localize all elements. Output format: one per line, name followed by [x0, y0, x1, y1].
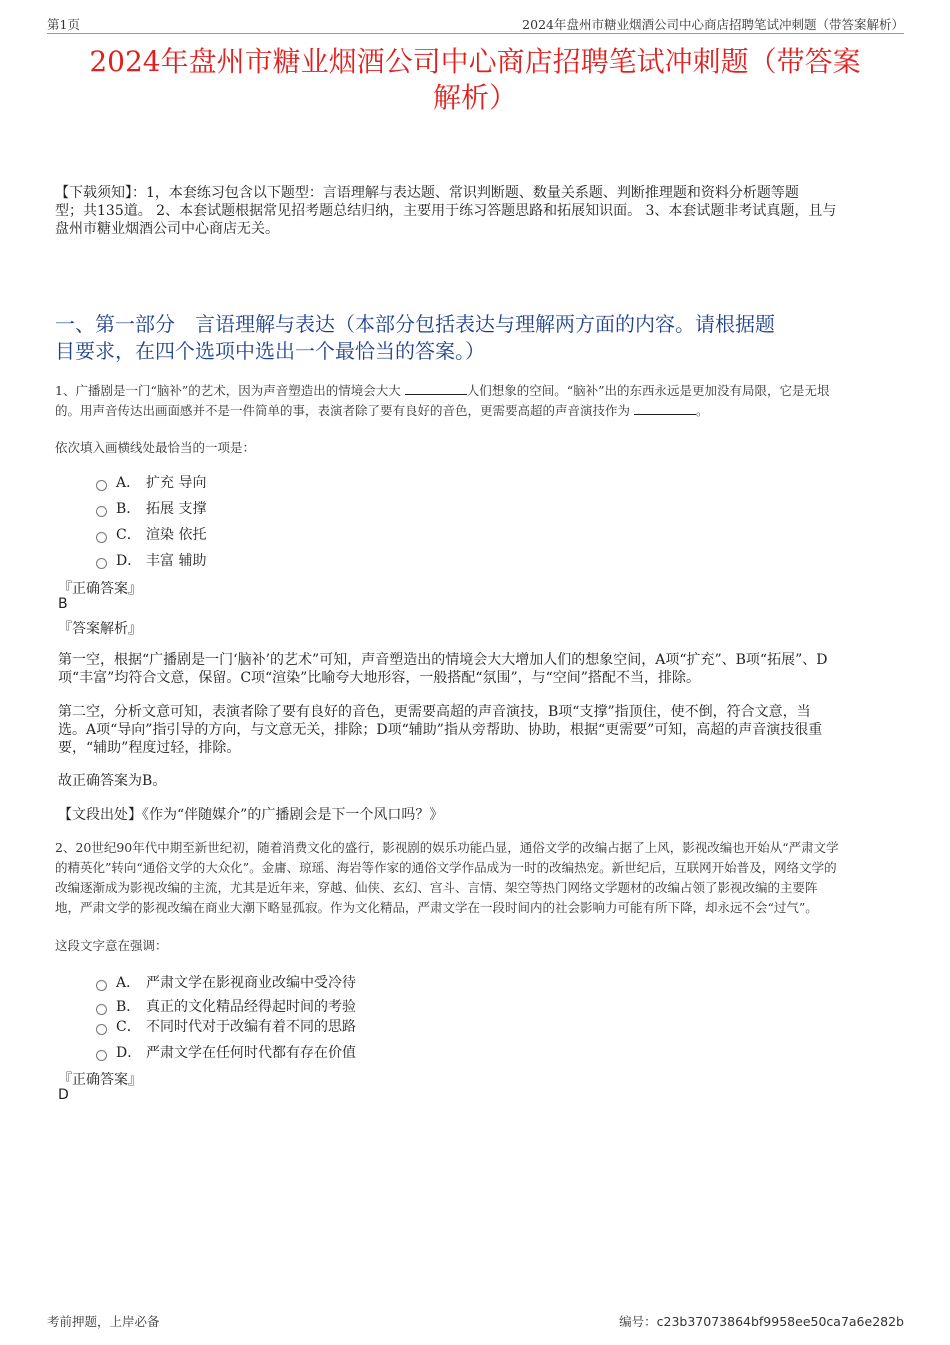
radio-button[interactable] — [96, 480, 107, 491]
radio-button[interactable] — [96, 532, 107, 543]
notice-line: 【下载须知】：1，本套练习包含以下题型：言语理解与表达题、常识判断题、数量关系题、判断推理题和资料分析题等题 — [55, 185, 799, 201]
radio-button[interactable] — [96, 1024, 107, 1035]
option-text: 渲染 依托 — [146, 527, 207, 543]
question-1-stem: 依次填入画横线处最恰当的一项是： — [55, 440, 256, 455]
option-text: 严肃文学在影视商业改编中受冷待 — [146, 975, 356, 991]
question-2-text — [55, 838, 885, 918]
q1-option-d[interactable] — [96, 550, 206, 570]
analysis-conclusion — [58, 772, 880, 790]
analysis-line: 项“丰富”均符合文意，保留。C项“渲染”比喻夸大地形容，一般搭配“氛围”，与“空间”搭配不当，排除。 — [58, 670, 700, 686]
question-2-stem: 这段文字意在强调： — [55, 938, 168, 953]
title-line-2: 解析） — [432, 81, 517, 114]
question-text: 1、广播剧是一门“脑补”的艺术，因为声音塑造出的情境会大大 — [55, 383, 401, 398]
option-text: 丰富 辅助 — [146, 553, 207, 569]
section-heading-line-2: 目要求，在四个选项中选出一个最恰当的答案。） — [55, 339, 485, 363]
analysis-line: 选。A项“导向”指引导的方向，与文意无关，排除；D项“辅助”指从旁帮助、协助，根据“更需要”可知，高超的声音演技很重 — [58, 722, 823, 738]
q1-option-c[interactable] — [96, 524, 206, 544]
radio-button[interactable] — [96, 1050, 107, 1061]
answer-blank — [634, 402, 696, 415]
q1-option-a[interactable] — [96, 472, 206, 492]
radio-button[interactable] — [96, 558, 107, 569]
document-code — [619, 1312, 904, 1330]
q2-option-d[interactable] — [96, 1042, 356, 1062]
page-header — [47, 13, 904, 34]
download-notice — [55, 184, 900, 238]
section-heading-line-1: 一、第一部分 言语理解与表达（本部分包括表达与理解两方面的内容。请根据题 — [55, 312, 775, 336]
question-text: 2、20世纪90年代中期至新世纪初，随着消费文化的盛行，影视剧的娱乐功能凸显，通俗文学的改编占据了上风，影视改编也开始从“严肃文学 — [55, 840, 839, 855]
option-text: 严肃文学在任何时代都有存在价值 — [146, 1045, 356, 1061]
source-citation: 【文段出处】《作为“伴随媒介”的广播剧会是下一个风口吗？》 — [58, 807, 444, 823]
answer-blank — [405, 382, 467, 395]
option-text: 不同时代对于改编有着不同的思路 — [146, 1019, 356, 1035]
title-line-1: 2024年盘州市糖业烟酒公司中心商店招聘笔试冲刺题（带答案 — [89, 45, 861, 78]
question-text: 的精英化”转向“通俗文学的大众化”。金庸、琼瑶、海岩等作家的通俗文学作品成为一时的改编热宠。新世纪后，互联网开始普及，网络文学的 — [55, 860, 837, 875]
option-letter: B． — [116, 999, 141, 1015]
question-1-text — [55, 381, 885, 421]
option-letter: D． — [116, 553, 142, 569]
question-text: 。 — [696, 403, 709, 418]
option-letter: D． — [116, 1045, 142, 1061]
analysis-line: 第一空，根据“广播剧是一门‘脑补’的艺术”可知，声音塑造出的情境会大大增加人们的想象空间，A项“扩充”、B项“拓展”、D — [58, 652, 828, 668]
option-letter: A． — [116, 475, 141, 491]
option-text: 拓展 支撑 — [146, 501, 207, 517]
question-text: 地，严肃文学的影视改编在商业大潮下略显孤寂。作为文化精品，严肃文学在一段时间内的社会影响力可能有所下降，却永远不会“过气”。 — [55, 900, 818, 915]
q2-option-a[interactable] — [96, 972, 356, 992]
option-text: 扩充 导向 — [146, 475, 207, 491]
correct-answer-label: 『正确答案』 — [58, 1072, 142, 1088]
analysis-line: 故正确答案为B。 — [58, 773, 167, 789]
option-letter: B． — [116, 501, 141, 517]
analysis-label: 『答案解析』 — [58, 621, 142, 637]
analysis-paragraph — [58, 703, 880, 757]
analysis-line: 第二空，分析文意可知，表演者除了要有良好的音色，更需要高超的声音演技，B项“支撑”指顶住，使不倒，符合文意，当 — [58, 704, 811, 720]
correct-answer-label: 『正确答案』 — [58, 581, 142, 597]
q2-option-b[interactable] — [96, 996, 356, 1016]
section-heading — [55, 311, 900, 365]
analysis-paragraph — [58, 651, 880, 687]
question-text: 的。用声音传达出画面感并不是一件简单的事，表演者除了要有良好的音色，更需要高超的声音演技作为 — [55, 403, 631, 418]
analysis-line: 要，“辅助”程度过轻，排除。 — [58, 740, 241, 756]
page-footer — [47, 1312, 904, 1330]
option-letter: C． — [116, 1019, 141, 1035]
option-letter: C． — [116, 527, 141, 543]
correct-answer: B — [58, 596, 68, 612]
correct-answer: D — [58, 1087, 69, 1103]
notice-line: 型；共135道。 2、本套试题根据常见招考题总结归纳，主要用于练习答题思路和拓展知识面。 3、本套试题非考试真题，且与 — [55, 203, 837, 219]
radio-button[interactable] — [96, 506, 107, 517]
radio-button[interactable] — [96, 980, 107, 991]
code-value: c23b37073864bf9958ee50ca7a6e282b — [656, 1314, 904, 1329]
q2-option-c[interactable] — [96, 1016, 356, 1036]
notice-line: 盘州市糖业烟酒公司中心商店无关。 — [55, 221, 279, 237]
radio-button[interactable] — [96, 1004, 107, 1015]
document-title — [40, 44, 910, 116]
option-letter: A． — [116, 975, 141, 991]
footer-slogan: 考前押题，上岸必备 — [47, 1314, 160, 1329]
code-label: 编号： — [619, 1314, 657, 1329]
question-text: 人们想象的空间。“脑补”出的东西永远是更加没有局限，它是无垠 — [466, 383, 830, 398]
question-text: 改编逐渐成为影视改编的主流，尤其是近年来，穿越、仙侠、玄幻、宫斗、言情、架空等热门网络文学题材的改编占领了影视改编的主要阵 — [55, 880, 818, 895]
page-number: 第1页 — [47, 17, 80, 32]
header-doc-title: 2024年盘州市糖业烟酒公司中心商店招聘笔试冲刺题（带答案解析） — [522, 17, 904, 32]
q1-option-b[interactable] — [96, 498, 206, 518]
option-text: 真正的文化精品经得起时间的考验 — [146, 999, 356, 1015]
